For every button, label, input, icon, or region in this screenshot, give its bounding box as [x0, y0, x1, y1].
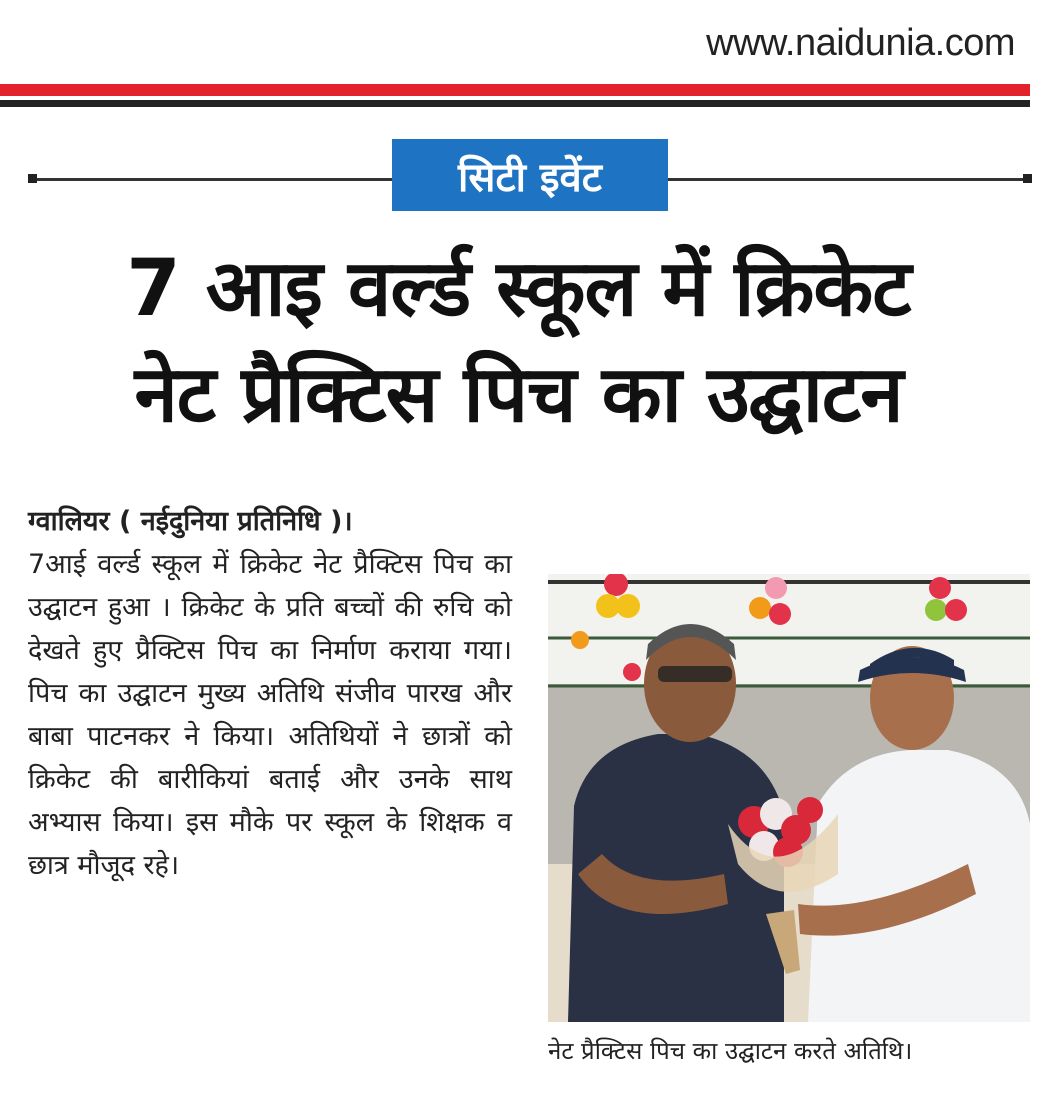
- tag-divider-dot-left: [28, 174, 37, 183]
- tag-divider-dot-right: [1023, 174, 1032, 183]
- section-tag: सिटी इवेंट: [392, 139, 668, 211]
- headline-line-1: 7 आइ वर्ल्ड स्कूल में क्रिकेट: [126, 244, 911, 334]
- tag-divider-right: [668, 178, 1030, 181]
- photo-caption: नेट प्रैक्टिस पिच का उद्घाटन करते अतिथि।: [548, 1037, 913, 1065]
- article-body: [28, 500, 512, 887]
- header-rule-black: [0, 100, 1030, 107]
- dateline: ग्वालियर ( नईदुनिया प्रतिनिधि )।: [28, 506, 353, 537]
- headline: [20, 236, 1017, 448]
- header-rule-red: [0, 84, 1030, 96]
- article-paragraph: 7आई वर्ल्ड स्कूल में क्रिकेट नेट प्रैक्टिस पिच का उद्घाटन हुआ । क्रिकेट के प्रति बच्चों की रुचि को देखते हुए प्रैक्टिस पिच का निर्माण कराया गया। पिच का उद्घाटन मुख्य अतिथि संजीव पारख और बाबा पाटनकर ने किया। अतिथियों ने छात्रों को क्रिकेट की बारीकियां बताई और उनके साथ अभ्यास किया। इस मौके पर स्कूल के शिक्षक व छात्र मौजूद रहे।: [28, 549, 512, 881]
- event-photo: [548, 574, 1030, 1022]
- tag-divider-left: [30, 178, 392, 181]
- headline-line-2: नेट प्रैक्टिस पिच का उद्घाटन: [134, 350, 903, 440]
- site-url: www.naidunia.com: [706, 22, 1015, 64]
